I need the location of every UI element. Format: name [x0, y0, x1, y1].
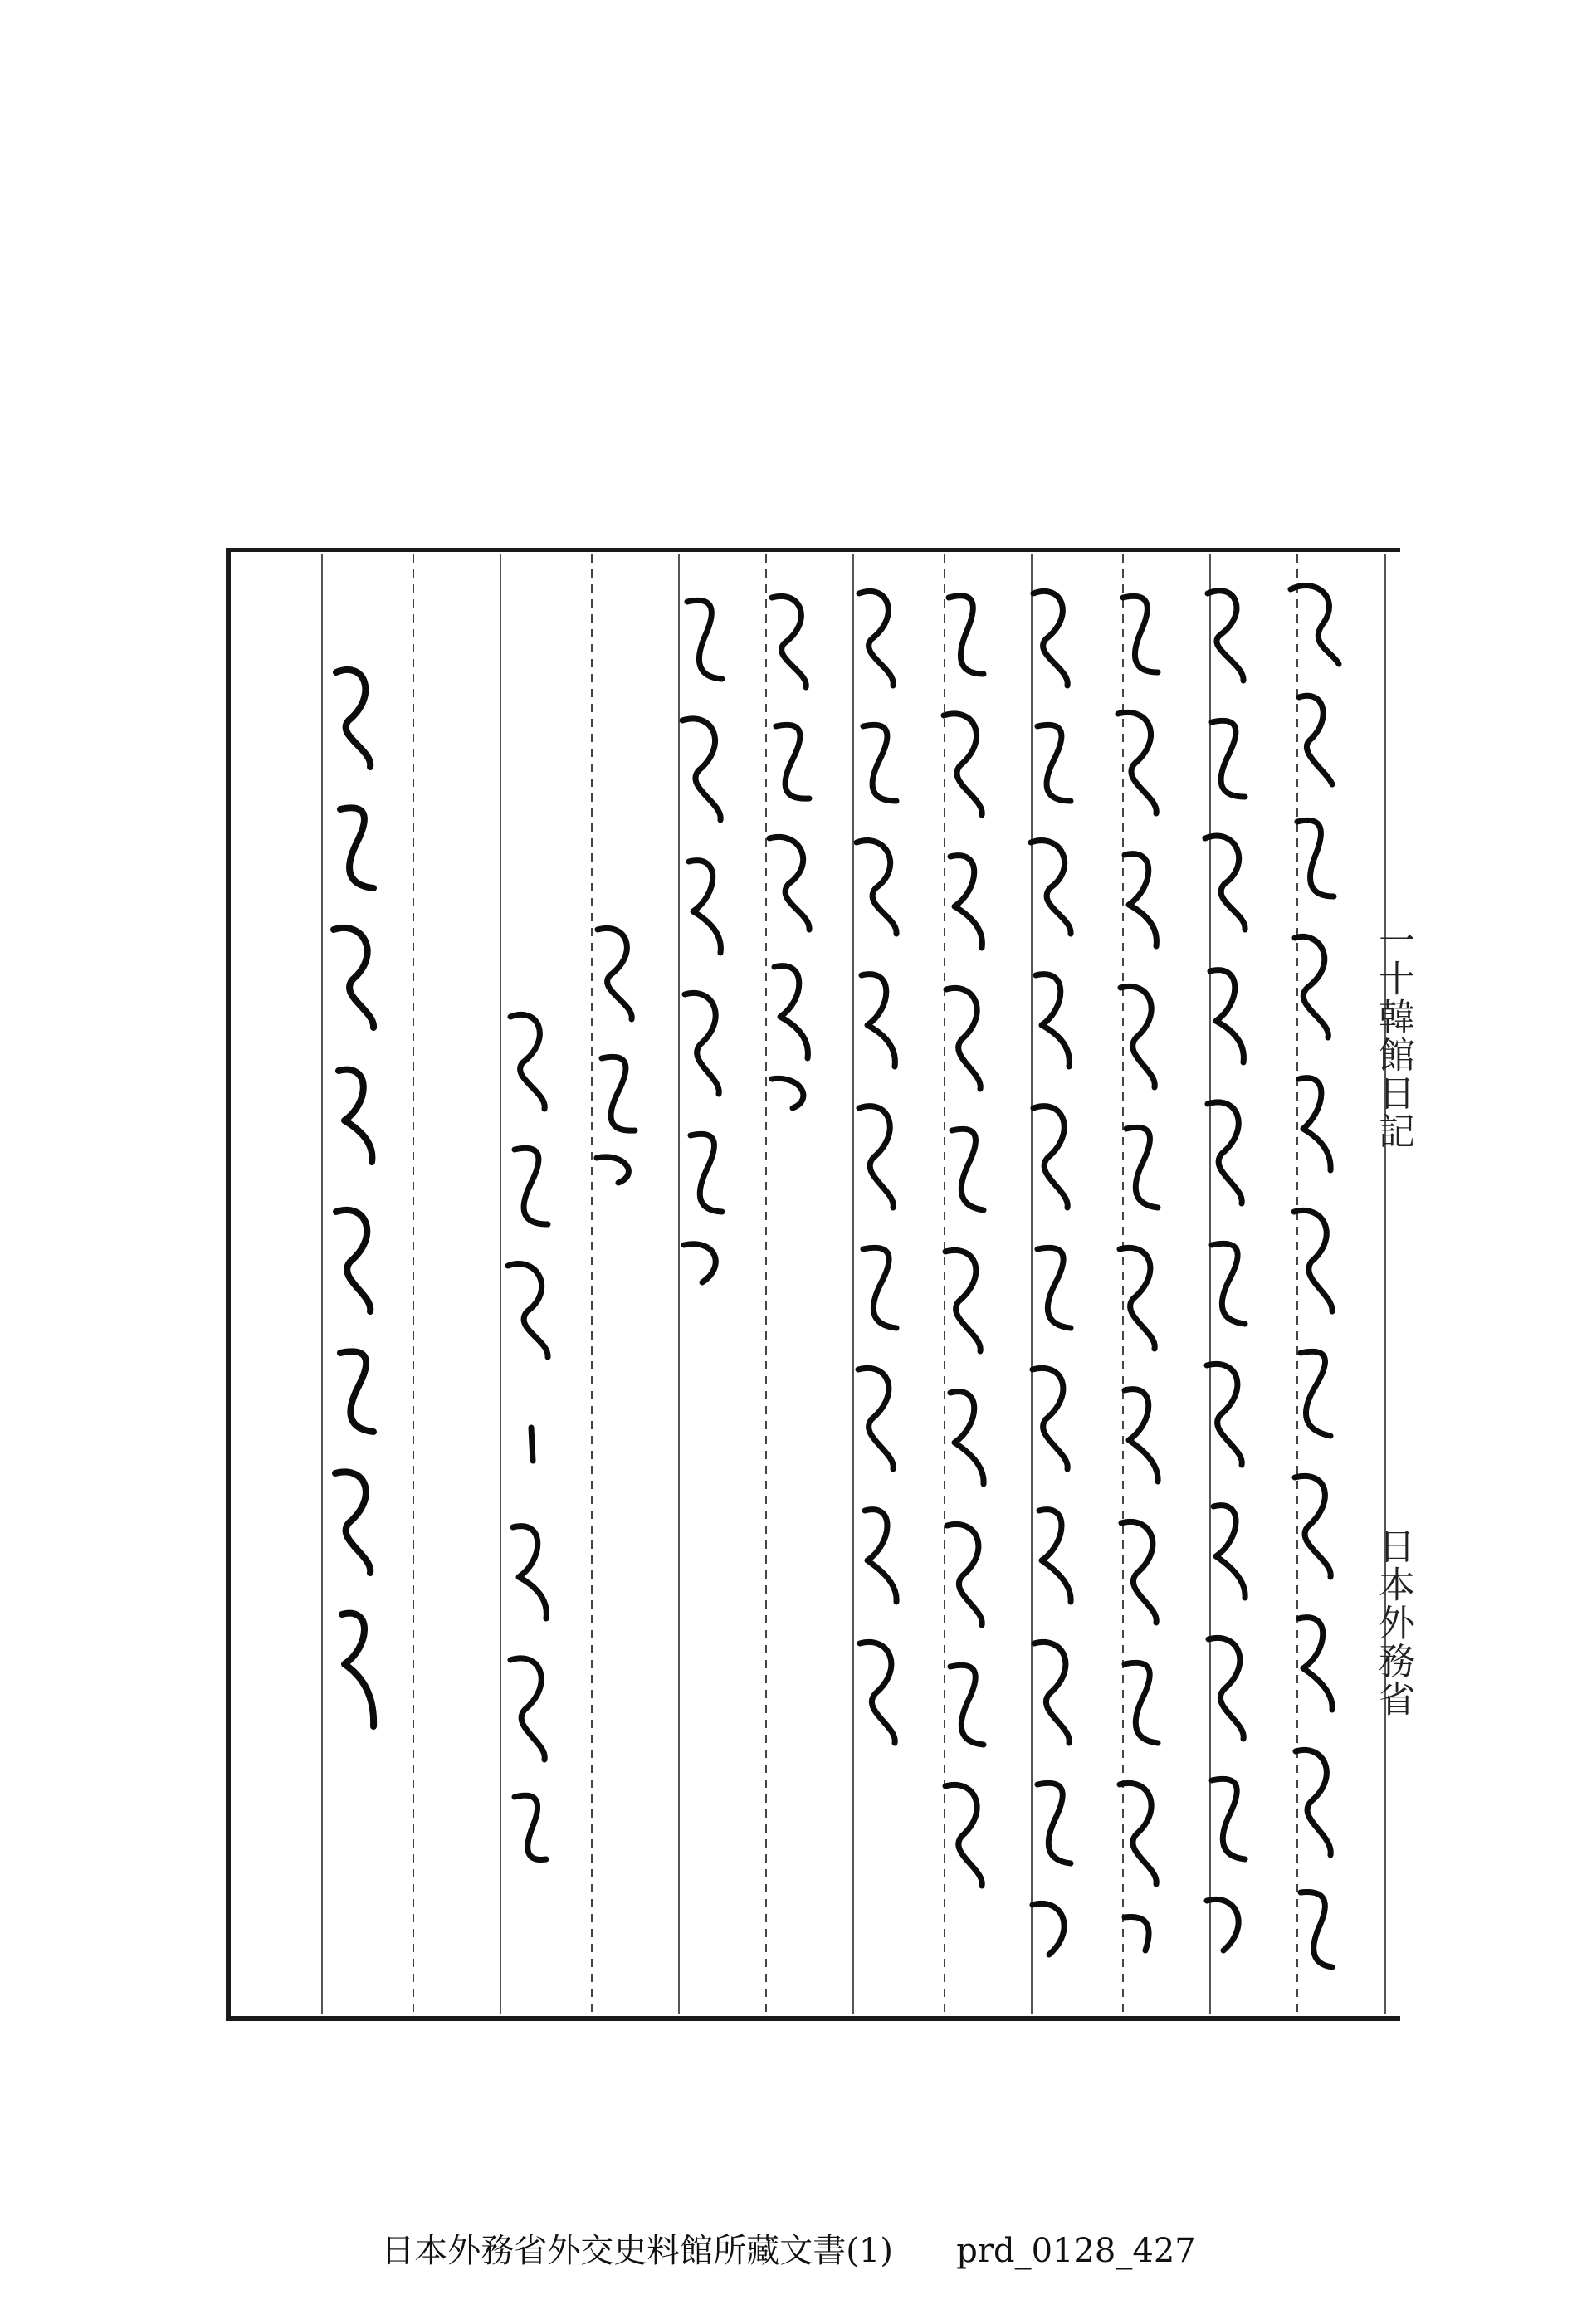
handwritten-column-7: [759, 581, 824, 1112]
handwritten-column-2: [1195, 573, 1260, 1975]
sheet-bottom-border: [226, 2016, 1400, 2021]
margin-annotation-upper: 一十韓館日記: [1372, 921, 1414, 1150]
column-rule: [413, 554, 414, 2014]
column-rule: [591, 554, 593, 2014]
collection-caption: 日本外務省外交史料館所藏文書(1): [381, 2232, 893, 2270]
handwritten-column-3: [1108, 573, 1173, 1975]
sheet-left-border: [226, 548, 231, 2021]
handwritten-column-6: [847, 573, 911, 1975]
handwritten-column-9: [585, 913, 650, 1187]
column-rule: [321, 554, 323, 2014]
handwritten-column-11: [324, 647, 388, 1743]
handwritten-column-8: [672, 581, 737, 1286]
handwritten-column-10: [498, 996, 563, 1868]
margin-annotation-lower: 日本外務省: [1372, 1527, 1414, 1718]
page-id-caption: prd_0128_427: [956, 2232, 1196, 2270]
handwritten-column-4: [1021, 573, 1086, 1975]
page-caption: [0, 2224, 1577, 2272]
handwritten-column-1: [1282, 573, 1347, 1975]
handwritten-column-5: [934, 573, 998, 1975]
sheet-top-border: [226, 548, 1400, 552]
